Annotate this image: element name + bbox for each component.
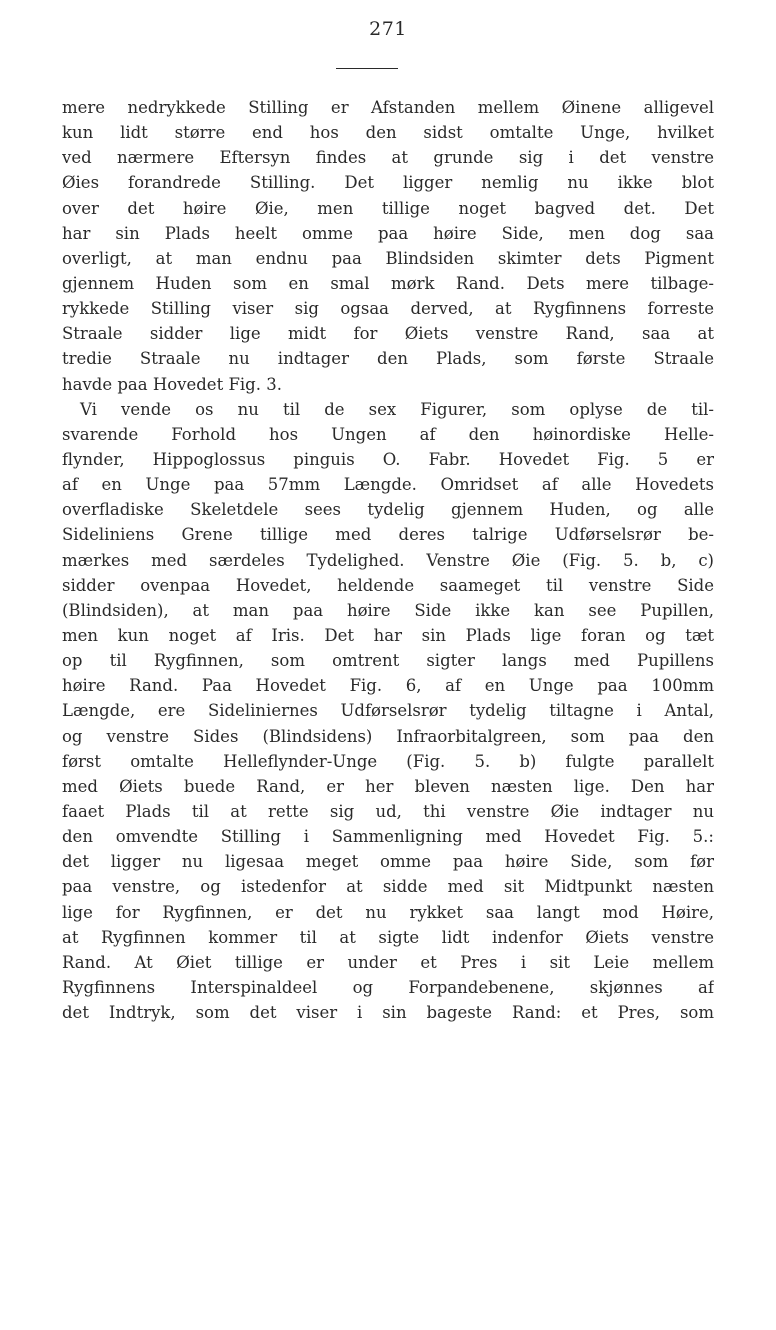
text-line: overfladiske Skeletdele sees tydelig gjennem Huden, og alle [62, 500, 714, 520]
text-line: lige for Rygfinnen, er det nu rykket saa langt mod Høire, [62, 902, 714, 922]
text-line: mere nedrykkede Stilling er Afstanden mellem Øinene alligevel [62, 98, 714, 117]
text-line: op til Rygfinnen, som omtrent sigter langs med Pupillens [62, 651, 714, 671]
text-line: Længde, ere Sideliniernes Udførselsrør tydelig tiltagne i Antal, [62, 701, 714, 721]
text-line: sidder ovenpaa Hovedet, heldende saameget til venstre Side [62, 575, 714, 595]
text-line: Vi vende os nu til de sex Figurer, som oplyse de til- [80, 399, 714, 419]
body-text [62, 95, 714, 1025]
text-line: svarende Forhold hos Ungen af den høinordiske Helle- [62, 424, 714, 444]
text-line: det ligger nu ligesaa meget omme paa høire Side, som før [62, 852, 714, 872]
text-line: af en Unge paa 57mm Længde. Omridset af alle Hovedets [62, 475, 714, 495]
text-line: (Blindsiden), at man paa høire Side ikke kan see Pupillen, [62, 600, 714, 620]
text-line: faaet Plads til at rette sig ud, thi venstre Øie indtager nu [62, 801, 714, 821]
text-line: Rand. At Øiet tillige er under et Pres i sit Leie mellem [62, 952, 714, 972]
text-line: at Rygfinnen kommer til at sigte lidt indenfor Øiets venstre [62, 927, 714, 947]
text-line: paa venstre, og istedenfor at sidde med sit Midtpunkt næsten [62, 877, 714, 897]
text-line: flynder, Hippoglossus pinguis O. Fabr. Hovedet Fig. 5 er [62, 449, 714, 469]
text-line: rykkede Stilling viser sig ogsaa derved, at Rygfinnens forreste [62, 299, 714, 319]
text-line: ved nærmere Eftersyn findes at grunde sig i det venstre [62, 148, 714, 168]
text-line: men kun noget af Iris. Det har sin Plads lige foran og tæt [62, 625, 714, 645]
text-line: først omtalte Helleflynder-Unge (Fig. 5. b) fulgte parallelt [62, 751, 714, 771]
text-line: den omvendte Stilling i Sammenligning med Hovedet Fig. 5.: [62, 827, 714, 847]
text-line: kun lidt større end hos den sidst omtalte Unge, hvilket [62, 123, 714, 143]
text-line: overligt, at man endnu paa Blindsiden skimter dets Pigment [62, 248, 714, 268]
text-line: høire Rand. Paa Hovedet Fig. 6, af en Unge paa 100mm [62, 676, 714, 696]
page-number-rule [336, 68, 398, 69]
text-line: med Øiets buede Rand, er her bleven næsten lige. Den har [62, 776, 714, 796]
text-line: har sin Plads heelt omme paa høire Side, men dog saa [62, 223, 714, 243]
page-number: 271 [369, 18, 407, 40]
text-line: Øies forandrede Stilling. Det ligger nemlig nu ikke blot [62, 173, 714, 193]
text-line: havde paa Hovedet Fig. 3. [62, 374, 282, 394]
text-line: gjennem Huden som en smal mørk Rand. Dets mere tilbage- [62, 273, 714, 293]
text-line: Sideliniens Grene tillige med deres talrige Udførselsrør be- [62, 525, 714, 545]
text-line: mærkes med særdeles Tydelighed. Venstre Øie (Fig. 5. b, c) [62, 550, 714, 570]
text-line: tredie Straale nu indtager den Plads, som første Straale [62, 349, 714, 369]
text-line: over det høire Øie, men tillige noget bagved det. Det [62, 198, 714, 218]
text-line: det Indtryk, som det viser i sin bageste Rand: et Pres, som [62, 1003, 714, 1023]
text-line: og venstre Sides (Blindsidens) Infraorbitalgreen, som paa den [62, 726, 714, 746]
text-line: Straale sidder lige midt for Øiets venstre Rand, saa at [62, 324, 714, 344]
text-line: Rygfinnens Interspinaldeel og Forpandebenene, skjønnes af [62, 977, 714, 997]
